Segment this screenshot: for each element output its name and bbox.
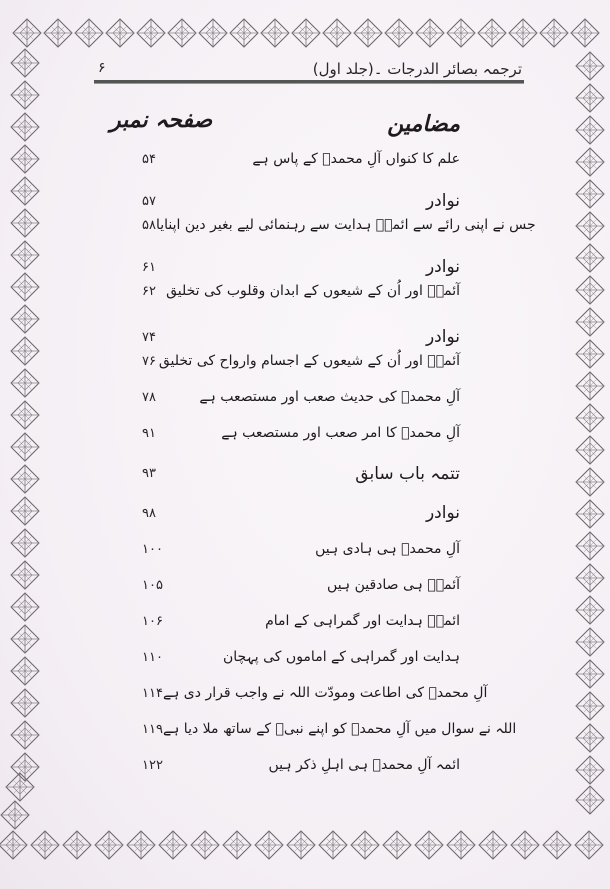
toc-title: ائمہؑ ہدایت اور گمراہی کے امام — [265, 613, 460, 629]
toc-page: ۱۰۶ — [142, 613, 163, 629]
toc-heading — [100, 326, 460, 348]
toc-entry — [100, 574, 460, 596]
toc-entry — [100, 386, 460, 408]
toc-entry — [100, 280, 460, 302]
toc-page: ۱۱۴ — [142, 685, 163, 701]
page-number: ۶ — [98, 60, 106, 76]
toc-page: ۵۷ — [142, 193, 156, 209]
toc-heading — [100, 502, 460, 524]
toc-page: ۱۰۵ — [142, 577, 163, 593]
toc-page: ۷۴ — [142, 329, 156, 345]
toc-page: ۹۸ — [142, 505, 156, 521]
toc-entry — [100, 538, 460, 560]
toc-page: ۵۴ — [142, 151, 156, 167]
toc-entry — [100, 718, 517, 740]
toc-entry — [100, 350, 460, 372]
toc-entry — [100, 754, 460, 776]
toc-entry — [100, 682, 488, 704]
toc-title: جس نے اپنی رائے سے ائمہؑ ہدایت سے رہنمائی لیے بغیر دین اپنایا — [155, 217, 536, 233]
toc-title: اللہ نے سوال میں آلِ محمدؑ کو اپنے نبیؐ کے ساتھ ملا دیا ہے — [162, 721, 517, 737]
toc-title: نوادر — [425, 503, 460, 523]
page-number-heading: صفحہ نمبر — [110, 108, 213, 133]
header-divider — [94, 80, 524, 84]
toc-entry — [100, 214, 536, 236]
toc-page: ۱۱۰ — [142, 649, 163, 665]
toc-page: ۹۳ — [142, 465, 156, 481]
toc-entry — [100, 646, 460, 668]
toc-title: آئمہؑ ہی صادقین ہیں — [327, 577, 460, 593]
book-title: ترجمہ بصائر الدرجات ۔(جلد اول) — [312, 60, 522, 78]
toc-page: ۶۱ — [142, 259, 156, 275]
toc-page: ۱۱۹ — [142, 721, 163, 737]
toc-page: ۹۱ — [142, 425, 156, 441]
toc-entry — [100, 610, 460, 632]
toc-page: ۱۲۲ — [142, 757, 163, 773]
toc-entry — [100, 148, 460, 170]
toc-title: آلِ محمدؑ ہی ہادی ہیں — [315, 541, 460, 557]
toc-title: علم کا کنواں آلِ محمدؑ کے پاس ہے — [252, 151, 460, 167]
toc-page: ۱۰۰ — [142, 541, 163, 557]
toc-title: نوادر — [425, 191, 460, 211]
toc-page: ۶۲ — [142, 283, 156, 299]
toc-heading — [100, 190, 460, 212]
toc-page: ۷۸ — [142, 389, 156, 405]
contents-heading: مضامین — [387, 112, 460, 137]
toc-title: نوادر — [425, 257, 460, 277]
toc-title: آلِ محمدؑ کی حدیث صعب اور مستصعب ہے — [199, 389, 460, 405]
toc-page: ۷۶ — [142, 353, 156, 369]
toc-page: ۵۸ — [142, 217, 156, 233]
toc-heading — [100, 256, 460, 278]
toc-title: نوادر — [425, 327, 460, 347]
toc-title: آلِ محمدؑ کا امر صعب اور مستصعب ہے — [221, 425, 460, 441]
toc-entry — [100, 422, 460, 444]
toc-title: ہدایت اور گمراہی کے اماموں کی پہچان — [223, 649, 460, 665]
toc-title: آئمہؑ اور اُن کے شیعوں کے اجسام وارواح کی تخلیق — [158, 353, 460, 369]
toc-heading — [100, 462, 460, 484]
toc-title: آئمہؑ اور اُن کے شیعوں کے ابدان وقلوب کی تخلیق — [166, 283, 460, 299]
toc-title: تتمہ باب سابق — [355, 463, 460, 484]
toc-title: ائمہ آلِ محمدؑ ہی اہلِ ذکر ہیں — [268, 757, 460, 773]
toc-title: آلِ محمدؑ کی اطاعت ومودّت اللہ نے واجب قرار دی ہے — [162, 685, 488, 701]
